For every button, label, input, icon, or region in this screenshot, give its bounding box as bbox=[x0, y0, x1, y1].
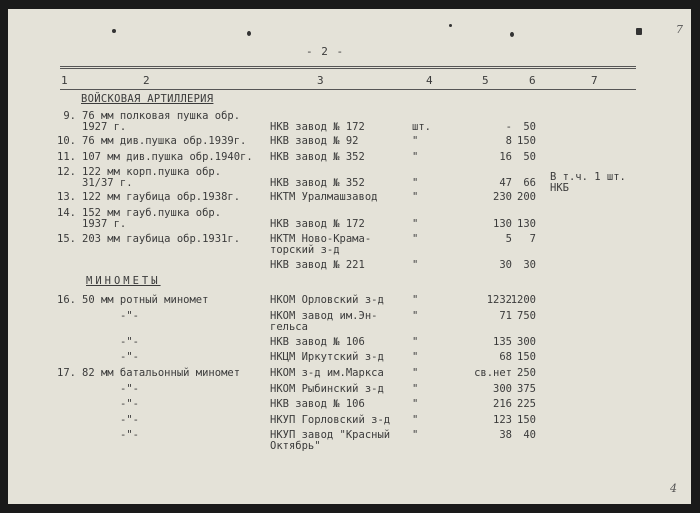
column-number-3: 3 bbox=[317, 74, 324, 87]
row-item-name: 152 мм гауб.пушка обр. 1937 г. bbox=[82, 207, 222, 230]
row-item-name: 82 мм батальонный миномет bbox=[82, 367, 241, 379]
row-note: В т.ч. 1 шт. НКБ bbox=[550, 171, 626, 194]
row-item-name: 76 мм полковая пушка обр. 1927 г. bbox=[82, 110, 241, 133]
row-unit: " bbox=[412, 310, 419, 322]
row-col6-value: 375 bbox=[517, 383, 536, 395]
section-heading-artillery: ВОЙСКОВАЯ АРТИЛЛЕРИЯ bbox=[81, 93, 214, 105]
row-col5-value: 216 bbox=[493, 398, 512, 410]
row-item-name: -"- bbox=[120, 414, 139, 426]
row-item-name: 122 мм корп.пушка обр. 31/37 г. bbox=[82, 166, 222, 189]
row-manufacturer: НКОМ Рыбинский з-д bbox=[270, 383, 384, 395]
row-item-name: -"- bbox=[120, 310, 139, 322]
row-col6-value: 150 bbox=[517, 135, 536, 147]
row-col5-value: 47 bbox=[499, 177, 512, 189]
row-col5-value: 30 bbox=[499, 259, 512, 271]
row-manufacturer: НКУП завод "Красный Октябрь" bbox=[270, 429, 391, 452]
row-col5-value: 230 bbox=[493, 191, 512, 203]
row-manufacturer: НКВ завод № 172 bbox=[270, 121, 365, 133]
row-col6-value: 66 bbox=[523, 177, 536, 189]
document-page bbox=[8, 9, 691, 504]
row-col5-value: 130 bbox=[493, 218, 512, 230]
row-unit: " bbox=[412, 177, 419, 189]
row-col5-value: 8 bbox=[505, 135, 512, 147]
row-manufacturer: НКОМ Орловский з-д bbox=[270, 294, 384, 306]
row-manufacturer: НКТМ Ново-Крама- торский з-д bbox=[270, 233, 372, 256]
row-col5-value: св.нет bbox=[474, 367, 512, 379]
row-item-name: -"- bbox=[120, 336, 139, 348]
punch-mark bbox=[112, 29, 116, 33]
row-manufacturer: НКВ завод № 172 bbox=[270, 218, 365, 230]
row-col6-value: 200 bbox=[517, 191, 536, 203]
row-item-name: 203 мм гаубица обр.1931г. bbox=[82, 233, 241, 245]
row-unit: " bbox=[412, 135, 419, 147]
row-manufacturer: НКОМ завод им.Эн- гельса bbox=[270, 310, 378, 333]
row-manufacturer: НКВ завод № 221 bbox=[270, 259, 365, 271]
row-unit: " bbox=[412, 429, 419, 441]
row-manufacturer: НКВ завод № 106 bbox=[270, 336, 365, 348]
row-unit: " bbox=[412, 336, 419, 348]
row-col6-value: 750 bbox=[517, 310, 536, 322]
row-col5-value: 135 bbox=[493, 336, 512, 348]
row-col5-value: 16 bbox=[499, 151, 512, 163]
row-unit: " bbox=[412, 259, 419, 271]
column-number-4: 4 bbox=[426, 74, 433, 87]
row-col6-value: 300 bbox=[517, 336, 536, 348]
row-item-name: 122 мм гаубица обр.1938г. bbox=[82, 191, 241, 203]
row-unit: шт. bbox=[412, 121, 431, 133]
row-manufacturer: НКВ завод № 106 bbox=[270, 398, 365, 410]
row-item-name: -"- bbox=[120, 429, 139, 441]
archive-folio-mark-bottom: 4 bbox=[670, 482, 677, 495]
row-unit: " bbox=[412, 351, 419, 363]
row-manufacturer: НКЦМ Иркутский з-д bbox=[270, 351, 384, 363]
column-number-5: 5 bbox=[482, 74, 489, 87]
row-unit: " bbox=[412, 383, 419, 395]
row-number: 17. bbox=[57, 367, 76, 379]
row-manufacturer: НКВ завод № 352 bbox=[270, 177, 365, 189]
row-col5-value: - bbox=[505, 121, 512, 133]
row-col5-value: 68 bbox=[499, 351, 512, 363]
row-manufacturer: НКВ завод № 92 bbox=[270, 135, 359, 147]
header-rule-top bbox=[60, 66, 636, 67]
row-number: 11. bbox=[57, 151, 76, 163]
page-number: - 2 - bbox=[306, 45, 345, 58]
row-manufacturer: НКУП Горловский з-д bbox=[270, 414, 391, 426]
column-number-2: 2 bbox=[143, 74, 150, 87]
column-number-6: 6 bbox=[529, 74, 536, 87]
row-number: 10. bbox=[57, 135, 76, 147]
row-item-name: 50 мм ротный миномет bbox=[82, 294, 209, 306]
row-col5-value: 5 bbox=[505, 233, 512, 245]
row-col6-value: 150 bbox=[517, 351, 536, 363]
punch-mark bbox=[510, 32, 514, 37]
row-col5-value: 1232 bbox=[486, 294, 512, 306]
row-number: 13. bbox=[57, 191, 76, 203]
row-col6-value: 150 bbox=[517, 414, 536, 426]
row-unit: " bbox=[412, 294, 419, 306]
row-col6-value: 30 bbox=[523, 259, 536, 271]
archive-folio-mark: 7 bbox=[676, 23, 683, 36]
row-col6-value: 225 bbox=[517, 398, 536, 410]
header-rule-bottom bbox=[60, 89, 636, 90]
column-number-1: 1 bbox=[61, 74, 68, 87]
row-col6-value: 50 bbox=[523, 121, 536, 133]
row-unit: " bbox=[412, 191, 419, 203]
row-col5-value: 123 bbox=[493, 414, 512, 426]
punch-mark bbox=[247, 31, 251, 36]
row-col6-value: 250 bbox=[517, 367, 536, 379]
row-manufacturer: НКТМ Уралмашзавод bbox=[270, 191, 378, 203]
column-number-7: 7 bbox=[591, 74, 598, 87]
row-manufacturer: НКВ завод № 352 bbox=[270, 151, 365, 163]
row-col6-value: 1200 bbox=[510, 294, 536, 306]
row-item-name: 76 мм див.пушка обр.1939г. bbox=[82, 135, 247, 147]
row-unit: " bbox=[412, 218, 419, 230]
row-number: 12. bbox=[57, 166, 76, 178]
punch-mark bbox=[636, 28, 642, 35]
row-item-name: -"- bbox=[120, 383, 139, 395]
row-item-name: 107 мм див.пушка обр.1940г. bbox=[82, 151, 253, 163]
row-unit: " bbox=[412, 398, 419, 410]
row-col5-value: 71 bbox=[499, 310, 512, 322]
row-number: 14. bbox=[57, 207, 76, 219]
section-heading-mortars: МИНОМЕТЫ bbox=[86, 275, 161, 287]
row-number: 15. bbox=[57, 233, 76, 245]
row-col6-value: 50 bbox=[523, 151, 536, 163]
row-col6-value: 130 bbox=[517, 218, 536, 230]
row-unit: " bbox=[412, 233, 419, 245]
row-unit: " bbox=[412, 367, 419, 379]
row-item-name: -"- bbox=[120, 398, 139, 410]
row-manufacturer: НКОМ з-д им.Маркса bbox=[270, 367, 384, 379]
row-col5-value: 38 bbox=[499, 429, 512, 441]
row-col6-value: 40 bbox=[523, 429, 536, 441]
header-rule-top-2 bbox=[60, 68, 636, 69]
row-unit: " bbox=[412, 151, 419, 163]
row-unit: " bbox=[412, 414, 419, 426]
row-col6-value: 7 bbox=[529, 233, 536, 245]
punch-mark bbox=[449, 24, 452, 27]
row-number: 16. bbox=[57, 294, 76, 306]
row-number: 9. bbox=[63, 110, 76, 122]
row-col5-value: 300 bbox=[493, 383, 512, 395]
row-item-name: -"- bbox=[120, 351, 139, 363]
